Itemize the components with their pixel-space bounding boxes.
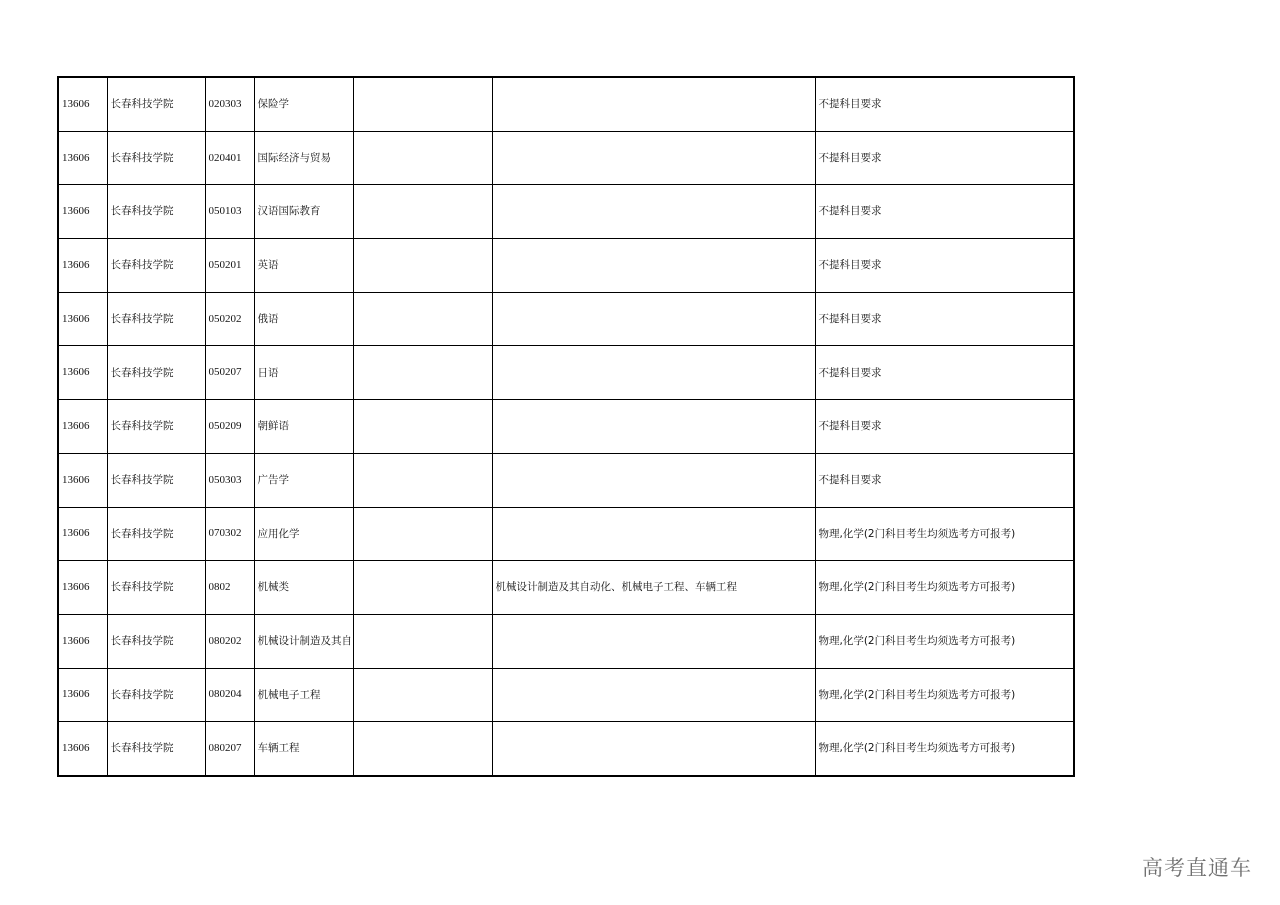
school-id-cell: 13606 <box>58 561 107 615</box>
school-id-cell: 13606 <box>58 507 107 561</box>
note-cell <box>353 668 492 722</box>
school-id-cell: 13606 <box>58 131 107 185</box>
watermark-text: 高考直通车 <box>1142 856 1252 880</box>
major-code-cell: 080202 <box>205 614 254 668</box>
major-name-cell: 车辆工程 <box>254 722 353 776</box>
major-code-cell: 050202 <box>205 292 254 346</box>
note-cell <box>353 239 492 293</box>
major-name-cell: 保险学 <box>254 77 353 131</box>
subject-requirement-cell: 物理,化学(2门科目考生均须选考方可报考) <box>815 722 1074 776</box>
school-name-cell: 长春科技学院 <box>107 561 205 615</box>
table-row <box>58 561 1074 615</box>
school-id-cell: 13606 <box>58 614 107 668</box>
school-name-cell: 长春科技学院 <box>107 453 205 507</box>
school-id-cell: 13606 <box>58 668 107 722</box>
included-majors-cell <box>492 507 815 561</box>
table-row <box>58 453 1074 507</box>
note-cell <box>353 722 492 776</box>
note-cell <box>353 614 492 668</box>
included-majors-cell <box>492 400 815 454</box>
school-id-cell: 13606 <box>58 239 107 293</box>
included-majors-cell <box>492 292 815 346</box>
table-row <box>58 346 1074 400</box>
major-code-cell: 050209 <box>205 400 254 454</box>
major-code-cell: 050207 <box>205 346 254 400</box>
school-id-cell: 13606 <box>58 346 107 400</box>
school-id-cell: 13606 <box>58 722 107 776</box>
included-majors-cell <box>492 614 815 668</box>
major-name-cell: 机械类 <box>254 561 353 615</box>
subject-requirement-cell: 不提科目要求 <box>815 77 1074 131</box>
subject-requirement-cell: 物理,化学(2门科目考生均须选考方可报考) <box>815 507 1074 561</box>
major-name-cell: 俄语 <box>254 292 353 346</box>
subject-requirement-cell: 不提科目要求 <box>815 185 1074 239</box>
major-code-cell: 020303 <box>205 77 254 131</box>
note-cell <box>353 561 492 615</box>
major-name-cell: 国际经济与贸易 <box>254 131 353 185</box>
included-majors-cell <box>492 346 815 400</box>
subject-requirement-cell: 不提科目要求 <box>815 453 1074 507</box>
subject-requirement-cell: 不提科目要求 <box>815 400 1074 454</box>
school-name-cell: 长春科技学院 <box>107 77 205 131</box>
school-id-cell: 13606 <box>58 292 107 346</box>
subject-requirement-cell: 物理,化学(2门科目考生均须选考方可报考) <box>815 614 1074 668</box>
table-row <box>58 77 1074 131</box>
included-majors-cell <box>492 77 815 131</box>
note-cell <box>353 77 492 131</box>
table-row <box>58 292 1074 346</box>
table-row <box>58 131 1074 185</box>
included-majors-cell <box>492 722 815 776</box>
subject-requirement-cell: 不提科目要求 <box>815 346 1074 400</box>
school-id-cell: 13606 <box>58 400 107 454</box>
school-id-cell: 13606 <box>58 185 107 239</box>
school-name-cell: 长春科技学院 <box>107 185 205 239</box>
major-code-cell: 080204 <box>205 668 254 722</box>
included-majors-cell <box>492 185 815 239</box>
subject-requirement-cell: 物理,化学(2门科目考生均须选考方可报考) <box>815 561 1074 615</box>
included-majors-cell <box>492 453 815 507</box>
school-name-cell: 长春科技学院 <box>107 668 205 722</box>
table-row <box>58 668 1074 722</box>
school-id-cell: 13606 <box>58 453 107 507</box>
major-name-cell: 广告学 <box>254 453 353 507</box>
major-code-cell: 050303 <box>205 453 254 507</box>
included-majors-cell <box>492 131 815 185</box>
subject-requirement-cell: 不提科目要求 <box>815 239 1074 293</box>
major-name-cell: 朝鲜语 <box>254 400 353 454</box>
major-code-cell: 050103 <box>205 185 254 239</box>
included-majors-cell <box>492 668 815 722</box>
note-cell <box>353 292 492 346</box>
table-row <box>58 185 1074 239</box>
school-name-cell: 长春科技学院 <box>107 131 205 185</box>
major-code-cell: 020401 <box>205 131 254 185</box>
note-cell <box>353 400 492 454</box>
included-majors-cell <box>492 239 815 293</box>
major-name-cell: 应用化学 <box>254 507 353 561</box>
school-name-cell: 长春科技学院 <box>107 400 205 454</box>
major-name-cell: 英语 <box>254 239 353 293</box>
note-cell <box>353 131 492 185</box>
table-body <box>58 77 1074 776</box>
major-name-cell: 日语 <box>254 346 353 400</box>
table-row <box>58 614 1074 668</box>
note-cell <box>353 346 492 400</box>
subject-requirement-cell: 不提科目要求 <box>815 292 1074 346</box>
table-row <box>58 400 1074 454</box>
major-code-cell: 070302 <box>205 507 254 561</box>
included-majors-cell: 机械设计制造及其自动化、机械电子工程、车辆工程 <box>492 561 815 615</box>
table-row <box>58 507 1074 561</box>
major-code-cell: 080207 <box>205 722 254 776</box>
major-code-cell: 0802 <box>205 561 254 615</box>
school-id-cell: 13606 <box>58 77 107 131</box>
table-row <box>58 239 1074 293</box>
table-row <box>58 722 1074 776</box>
subject-requirement-cell: 不提科目要求 <box>815 131 1074 185</box>
note-cell <box>353 185 492 239</box>
major-code-cell: 050201 <box>205 239 254 293</box>
note-cell <box>353 453 492 507</box>
note-cell <box>353 507 492 561</box>
school-name-cell: 长春科技学院 <box>107 346 205 400</box>
school-name-cell: 长春科技学院 <box>107 722 205 776</box>
subject-requirements-table <box>57 76 1075 777</box>
school-name-cell: 长春科技学院 <box>107 507 205 561</box>
major-name-cell: 机械设计制造及其自 <box>254 614 353 668</box>
school-name-cell: 长春科技学院 <box>107 614 205 668</box>
school-name-cell: 长春科技学院 <box>107 239 205 293</box>
major-name-cell: 机械电子工程 <box>254 668 353 722</box>
major-name-cell: 汉语国际教育 <box>254 185 353 239</box>
school-name-cell: 长春科技学院 <box>107 292 205 346</box>
subject-requirement-cell: 物理,化学(2门科目考生均须选考方可报考) <box>815 668 1074 722</box>
